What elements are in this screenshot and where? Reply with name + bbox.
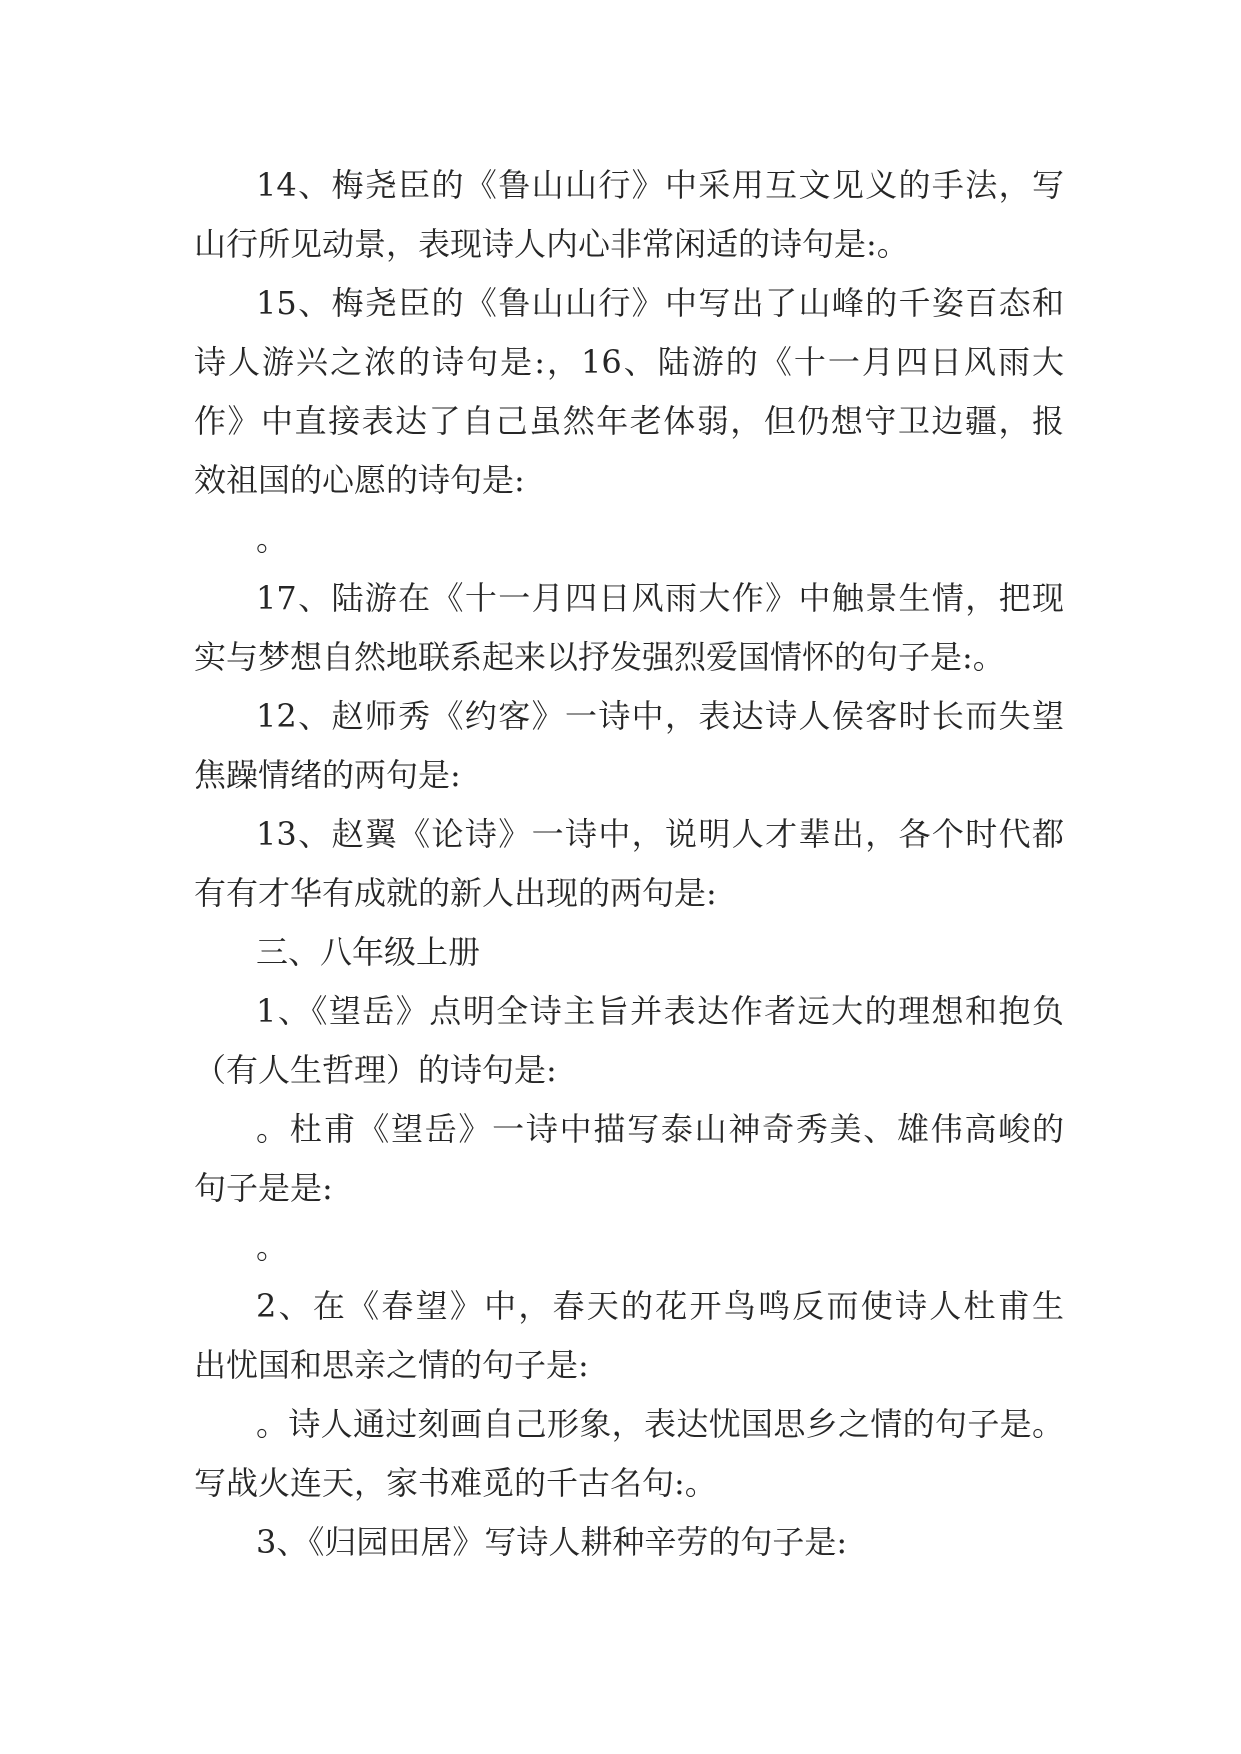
paragraph-self-portrait bbox=[194, 1395, 1064, 1513]
text-line: 1、《望岳》点明全诗主旨并表达作者远大的理想和抱负 bbox=[256, 992, 1064, 1030]
paragraph-q13 bbox=[194, 805, 1064, 923]
text-line: 出忧国和思亲之情的句子是: bbox=[194, 1346, 589, 1384]
paragraph-q12 bbox=[194, 687, 1064, 805]
section-title: 三、八年级上册 bbox=[256, 933, 481, 971]
text-line: 。 bbox=[256, 1228, 289, 1266]
paragraph-q1 bbox=[194, 982, 1064, 1100]
text-line: 诗人游兴之浓的诗句是:，16、陆游的《十一月四日风雨大 bbox=[194, 343, 1064, 381]
paragraph-q14 bbox=[194, 156, 1064, 274]
text-line: 。 bbox=[256, 520, 289, 558]
text-line: 句子是是: bbox=[194, 1169, 333, 1207]
text-line: 作》中直接表达了自己虽然年老体弱，但仍想守卫边疆，报 bbox=[194, 402, 1064, 440]
document-body bbox=[194, 156, 1064, 1572]
text-line: 实与梦想自然地联系起来以抒发强烈爱国情怀的句子是:。 bbox=[194, 638, 1005, 676]
paragraph-q17 bbox=[194, 569, 1064, 687]
paragraph-du-fu bbox=[194, 1100, 1064, 1218]
text-line: 2、在《春望》中，春天的花开鸟鸣反而使诗人杜甫生 bbox=[256, 1287, 1064, 1325]
section-heading bbox=[194, 923, 1064, 982]
paragraph-answer-blank bbox=[194, 510, 1064, 569]
text-line: 3、《归园田居》写诗人耕种辛劳的句子是: bbox=[256, 1523, 848, 1561]
text-line: （有人生哲理）的诗句是: bbox=[194, 1051, 557, 1089]
text-line: 15、梅尧臣的《鲁山山行》中写出了山峰的千姿百态和 bbox=[256, 284, 1064, 322]
text-line: 效祖国的心愿的诗句是: bbox=[194, 461, 525, 499]
text-line: 山行所见动景，表现诗人内心非常闲适的诗句是:。 bbox=[194, 225, 909, 263]
text-line: 14、梅尧臣的《鲁山山行》中采用互文见义的手法，写 bbox=[256, 166, 1064, 204]
text-line: 17、陆游在《十一月四日风雨大作》中触景生情，把现 bbox=[256, 579, 1064, 617]
text-line: 。诗人通过刻画自己形象，表达忧国思乡之情的句子是。 bbox=[256, 1405, 1064, 1443]
paragraph-q3 bbox=[194, 1513, 1064, 1572]
text-line: 有有才华有成就的新人出现的两句是: bbox=[194, 874, 717, 912]
paragraph-q15-q16 bbox=[194, 274, 1064, 510]
paragraph-answer-blank bbox=[194, 1218, 1064, 1277]
text-line: 13、赵翼《论诗》一诗中，说明人才辈出，各个时代都 bbox=[256, 815, 1064, 853]
text-line: 焦躁情绪的两句是: bbox=[194, 756, 461, 794]
paragraph-q2 bbox=[194, 1277, 1064, 1395]
text-line: 12、赵师秀《约客》一诗中，表达诗人侯客时长而失望 bbox=[256, 697, 1064, 735]
text-line: 写战火连天，家书难觅的千古名句:。 bbox=[194, 1464, 717, 1502]
text-line: 。杜甫《望岳》一诗中描写泰山神奇秀美、雄伟高峻的 bbox=[256, 1110, 1064, 1148]
